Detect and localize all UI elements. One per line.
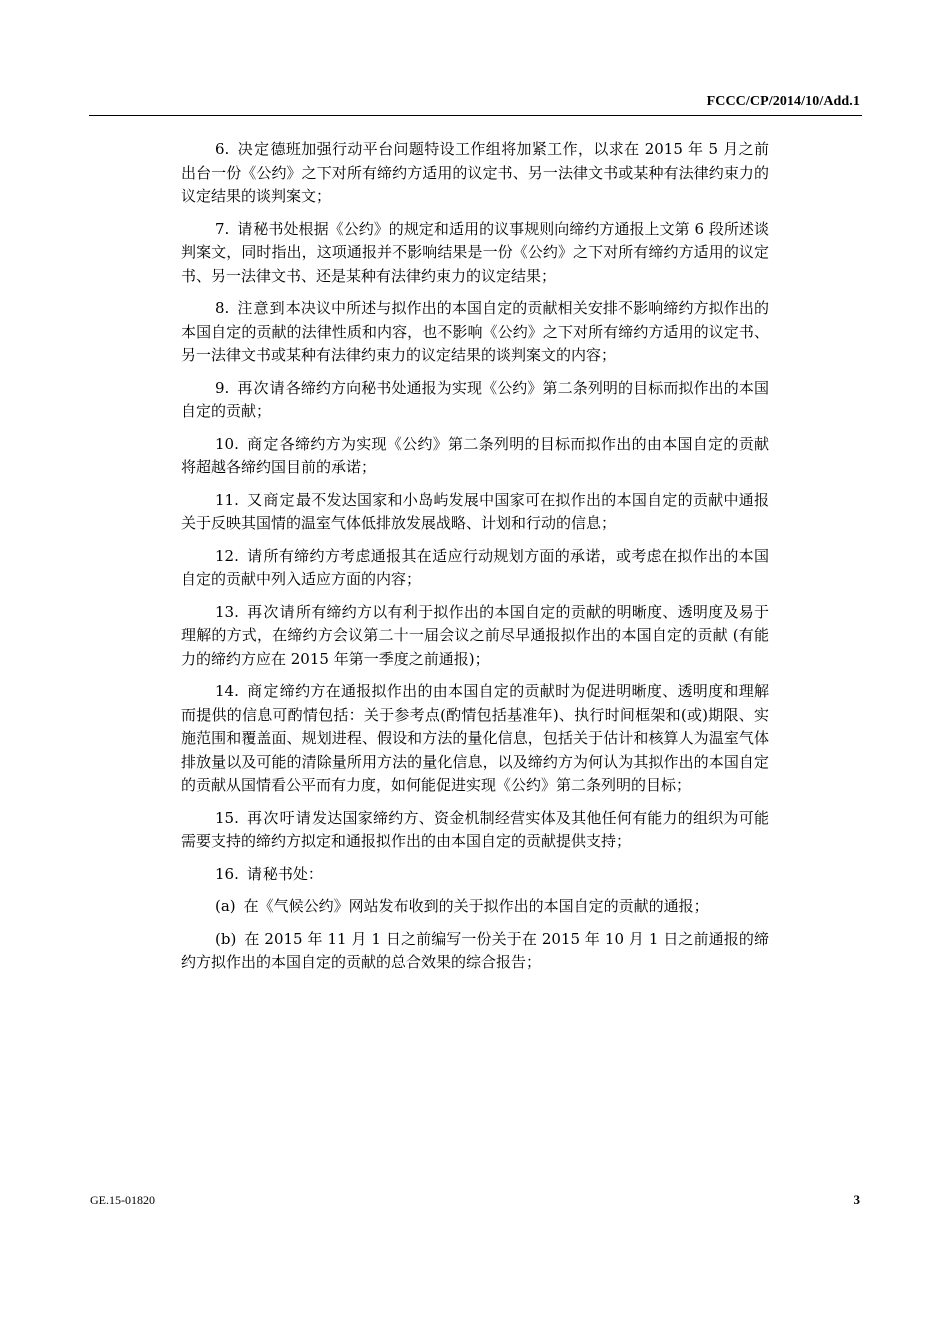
paragraph-number: 8. (215, 299, 230, 317)
subparagraph-a (181, 895, 769, 919)
paragraph-number: 14. (215, 682, 239, 700)
page-number: 3 (853, 1192, 860, 1207)
paragraph-text: 所有缔约方考虑通报其在适应行动规划方面的承诺，或考虑在拟作出的本国自定的贡献中列入适应方面的内容； (181, 546, 769, 588)
operative-phrase: 注意到 (237, 299, 286, 317)
operative-phrase: 再次请 (246, 602, 296, 621)
document-symbol: FCCC/CP/2014/10/Add.1 (706, 94, 860, 109)
paragraph-text: 最不发达国家和小岛屿发展中国家可在拟作出的本国自定的贡献中通报关于反映其国情的温室气体低排放发展战略、计划和行动的信息； (181, 490, 769, 532)
paragraph-12 (181, 545, 769, 592)
paragraph-number: 16. (215, 864, 239, 883)
paragraph-6 (181, 138, 769, 209)
paragraph-7 (181, 218, 769, 289)
document-body (181, 138, 769, 984)
paragraph-13 (181, 601, 769, 672)
operative-phrase: 决定 (237, 140, 271, 158)
paragraph-text: 发达国家缔约方、资金机制经营实体及其他任何有能力的组织为可能需要支持的缔约方拟定和通报拟作出的由本国自定的贡献提供支持； (181, 808, 769, 850)
subparagraph-label: (a) (215, 897, 236, 915)
paragraph-text: 在《气候公约》网站发布收到的关于拟作出的本国自定的贡献的通报； (243, 897, 709, 915)
operative-phrase: 又商定 (246, 490, 296, 509)
paragraph-number: 12. (215, 546, 239, 565)
paragraph-text: 德班加强行动平台问题特设工作组将加紧工作，以求在 2015 年 5 月之前出台一份《公约》之下对所有缔约方适用的议定书、另一法律文书或某种有法律约束力的议定结果的谈判案文； (181, 140, 769, 205)
paragraph-number: 13. (215, 602, 239, 621)
paragraph-8 (181, 297, 769, 368)
operative-phrase: 请 (237, 219, 254, 238)
paragraph-15 (181, 807, 769, 854)
subparagraph-label: (b) (215, 929, 237, 948)
paragraph-number: 7. (215, 219, 230, 238)
paragraph-text: 秘书处： (262, 864, 323, 883)
footer-document-number: GE.15-01820 (90, 1193, 155, 1207)
paragraph-text: 缔约方在通报拟作出的由本国自定的贡献时为促进明晰度、透明度和理解而提供的信息可酌情包括：关于参考点(酌情包括基准年)、执行时间框架和(或)期限、实施范围和覆盖面、规划进程、假设和方法的量化信息，包括关于估计和核算人为温室气体排放量以及可能的清除量所用方法的量化信息，以及缔约方为何认为其拟作出的本国自定的贡献从国情看公平而有力度，如何能促进实现《公约》第二条列明的目标； (181, 682, 769, 794)
paragraph-16 (181, 863, 769, 887)
paragraph-11 (181, 489, 769, 536)
operative-phrase: 再次请 (237, 378, 286, 397)
paragraph-number: 10. (215, 434, 239, 453)
paragraph-14 (181, 680, 769, 798)
paragraph-10 (181, 433, 769, 480)
paragraph-number: 9. (215, 378, 230, 397)
paragraph-number: 6. (215, 140, 230, 158)
paragraph-text: 各缔约方为实现《公约》第二条列明的目标而拟作出的由本国自定的贡献将超越各缔约国目前的承诺； (181, 434, 769, 476)
paragraph-9 (181, 377, 769, 424)
paragraph-text: 所有缔约方以有利于拟作出的本国自定的贡献的明晰度、透明度及易于理解的方式，在缔约方会议第二十一届会议之前尽早通报拟作出的本国自定的贡献 (有能力的缔约方应在 2015 年第一季度之前通报)； (181, 602, 769, 668)
operative-phrase: 商定 (246, 682, 280, 700)
operative-phrase: 请 (246, 864, 263, 883)
operative-phrase: 再次吁请 (246, 808, 313, 827)
paragraph-number: 11. (215, 490, 239, 509)
paragraph-text: 秘书处根据《公约》的规定和适用的议事规则向缔约方通报上文第 6 段所述谈判案文，同时指出，这项通报并不影响结果是一份《公约》之下对所有缔约方适用的议定书、另一法律文书、还是某种有法律约束力的议定结果； (181, 219, 769, 285)
paragraph-number: 15. (215, 808, 239, 827)
paragraph-text: 在 2015 年 11 月 1 日之前编写一份关于在 2015 年 10 月 1 日之前通报的缔约方拟作出的本国自定的贡献的总合效果的综合报告； (181, 929, 769, 971)
header-rule (89, 115, 862, 116)
operative-phrase: 商定 (246, 434, 280, 453)
paragraph-text: 各缔约方向秘书处通报为实现《公约》第二条列明的目标而拟作出的本国自定的贡献； (181, 378, 769, 420)
subparagraph-b (181, 928, 769, 975)
paragraph-text: 本决议中所述与拟作出的本国自定的贡献相关安排不影响缔约方拟作出的本国自定的贡献的法律性质和内容，也不影响《公约》之下对所有缔约方适用的议定书、另一法律文书或某种有法律约束力的议定结果的谈判案文的内容； (181, 299, 769, 364)
operative-phrase: 请 (246, 546, 264, 565)
